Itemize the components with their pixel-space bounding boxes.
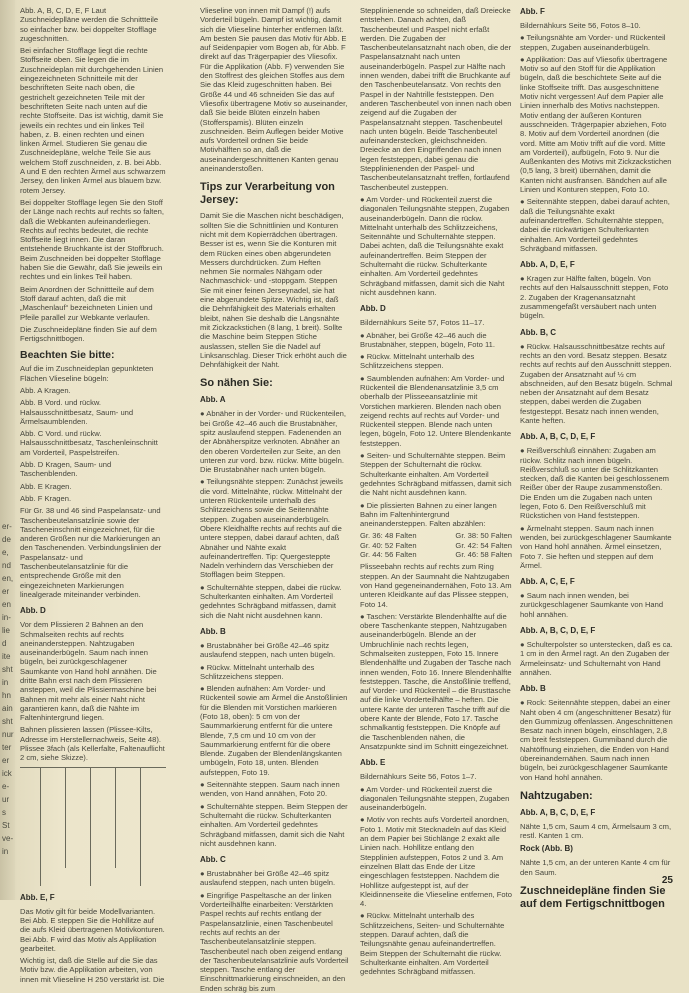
col3-p9: Plisseebahn rechts auf rechts zum Ring steppen. An der Saumnaht die Nahtzugaben von Hand gegeneinandernähen, Foto 13. Am unteren Kleidkante auf das Plissee steppen, Foto 14. [360, 562, 512, 609]
col2-p6: ● Brustabnäher bei Größe 42–46 spitz auslaufend steppen, nach unten bügeln. [200, 640, 336, 660]
heading-abb-a: Abb. A [200, 395, 226, 405]
col1-p7: Für Gr. 38 und 46 sind Paspelansatz- und Taschenbeutelansatzlinie sowie der Tascheneinschnitt eingezeichnet, für die anderen Größen nur die Markierungen an den Taschenenden. Verbindungslinien der Paspelansatz- und Taschenbeutelansatzlinie für die entsprechende Größe mit den eingezeichneten Markierungen linealgerade miteinander verbinden. [20, 506, 162, 599]
col3-p13: ● Motiv von rechts aufs Vorderteil anordnen, Foto 1. Motiv mit Stecknadeln auf das Kleid an dem Papier bei Stichlänge 2 exakt alle Linien nach. Hohllitze entlang den Stepplinien aufsteppen, Fotos 2 und 3. Am einzelnen Blatt das Ende der Litze eingeschlagen feststeppen. Nachdem die Hohllitze aufgesteppt ist, auf der Kleidinnenseite die Vlieseline entfernen, Foto 4. [360, 815, 512, 909]
heading-abb-all-3: Abb. A, B, C, D, E, F [520, 807, 596, 817]
col3-p1: Stepplinienende so schneiden, daß Dreiecke entstehen. Danach achten, daß Taschenbeutel und Paspel nicht erfaßt werden. Die Zugaben der Taschenbeutelansatznaht nach oben, die der Paspelansatznaht nach unten auseinanderbügeln. Paspel zur Hälfte nach innen wenden, dabei trifft die Bruchkante auf den Taschenbeutelansatz. Von rechts den Paspel in der Nahtrille feststeppen. Den anderen Taschenbeutel von innen nach oben zeigend auf die Zugaben der Paspelansatznaht steppen. Taschenbeutel nach unten bügeln. Beide Taschenbeutel aufeinanderstecken, gleichschneiden. Dreiecke an den Eingriffenden nach innen legen feststeppen, dabei genau die Stepplinienenden der Paspel- und Taschenbeutelansatznaht treffen, fortlaufend Taschenbeutel zusteppen. [360, 6, 512, 192]
col3-p5: ● Rückw. Mittelnaht unterhalb des Schlitzzeichens steppen. [360, 352, 475, 371]
col3-p3: Bildernähkurs Seite 57, Fotos 11–17. [360, 318, 485, 328]
col1-item-4: Abb. D Kragen, Saum- und Taschenblenden. [20, 460, 112, 479]
col4-p10: ● Schulterpolster so unterstecken, daß es ca. 1 cm in den Ärmel ragt. An den Zugaben der Ärmeleinsatz- und Schulternaht von Hand annähen. [520, 640, 673, 677]
gutter-fragment: ick [2, 769, 12, 778]
pleat-count-cell: Gr. 46: 58 Falten [455, 550, 512, 560]
gutter-fragment: er [2, 756, 10, 765]
col1-item-6: Abb. F Kragen. [20, 493, 72, 503]
gutter-fragment: St [2, 821, 10, 830]
gutter-fragment: ain [2, 704, 13, 713]
col1-item-1: Abb. A Kragen. [20, 385, 71, 395]
col4-p5: ● Kragen zur Hälfte falten, bügeln. Von rechts auf den Halsausschnitt steppen, Foto 2. Zugaben der Kragenansatznaht zusammengefaßt versäubert nach unten bügeln. [520, 274, 669, 321]
heading-abb-d: Abb. D [20, 606, 46, 616]
col3-p4: ● Abnäher, bei Größe 42–46 auch die Brustabnäher, steppen, bügeln, Foto 11. [360, 330, 495, 349]
col2-p2: Damit Sie die Maschen nicht beschädigen, sollten Sie die Schnittlinien und Konturen nicht mit dem Kopierrädchen übertragen. Besser ist es, wenn Sie die Konturen mit dem Rücken eines oben abgerundeten Messers durchdrücken. Zum Heften nehmen Sie normales Nähgarn oder Nachmaschick- und -stoppgam. Steppen Sie mit einer feinen Jerseynadel, sie hat eine abgerundete Spitze. Wichtig ist, daß die Dehnfähigkeit des Materials erhalten bleibt, nähen Sie deshalb die Längsnähte mit Zickzackstichen (8 lang, 1 breit). Sollte die Maschine beim Steppen Stiche auslassen, stellen Sie die Nadel auf Linksanschlag. Dieser Trick erhöht auch die Dehnfähigkeit der Naht. [200, 211, 347, 370]
heading-tips-jersey: Tips zur Verarbeitung von Jersey: [200, 181, 335, 207]
col4-p7: ● Reißverschluß einnähen: Zugaben am rückw. Schlitz nach innen bügeln. Reißverschluß so unter die Schlitzkanten stecken, daß die Kanten bei geschlossenem Reißer über der Raupe zusammenstoßen. Die Enden um die Zugaben nach unten legen, Foto 6. Den Reißverschluß mit Rückstichen von Hand feststeppen. [520, 446, 670, 521]
heading-abb-b-rock: Abb. B [520, 684, 546, 694]
col3-p6: ● Saumblenden aufnähen: Am Vorder- und Rückenteil die Blendenansatzlinie 3,5 cm oberhalb der Plisseeansatzlinie mit Vorstichen markieren. Blenden nach oben zeigend rechts auf rechts auf Vorder- und Rückenteil steppen. Blende nach unten legen, bügeln, Foto 12. Untere Blendenkante feststeppen. [360, 373, 512, 448]
gutter-fragment: ur [2, 795, 10, 804]
col3-p10: ● Taschen: Verstärkte Blendenhälfte auf die obere Taschenkante steppen, Nahtzugaben auseinanderbügeln. Blende an der Umbruchlinie nach rechts legen, Schmalseiten zusteppen, Foto 15. Innere Blendenhälfte und Zugaben der Tasche nach innen wenden, Foto 16. Innere Blendenhälfte feststeppen. Tasche, die Anstoßlinie treffend, auf Vorder- und Rückenteil – die Brusttasche auf die linke Vorderteilhälfte – heften. Die untere Kante der unteren Tasche trifft auf die obere Kante der Blende, Foto 17. Tasche schmalkantig feststeppen. Die Knöpfe auf die Taschenblenden nähen, die Ansatzpunkte sind im Schnitt eingezeichnet. [360, 611, 512, 751]
gutter-fragment: e, [2, 548, 9, 557]
gutter-fragment: sht [2, 717, 13, 726]
gutter-fragment: nur [2, 730, 14, 739]
pleat-count-cell: Gr. 38: 50 Falten [455, 531, 512, 541]
pleat-count-table [360, 531, 512, 559]
col2-p7: ● Rückw. Mittelnaht unterhalb des Schlitzzeichens steppen. [200, 662, 315, 681]
col3-p12: ● Am Vorder- und Rückenteil zuerst die diagonalen Teilungsnähte steppen, Zugaben auseinanderbügeln. [360, 784, 510, 813]
gutter-fragment: de [2, 535, 11, 544]
gutter-fragment: hn [2, 691, 11, 700]
gutter-fragment: d [2, 639, 7, 648]
heading-abb-adef: Abb. A, D, E, F [520, 260, 575, 270]
heading-zuschneideplaene: Zuschneidepläne finden Sie auf dem Fertigschnittbogen [520, 885, 666, 911]
col4-p13: Nähte 1,5 cm, an der unteren Kante 4 cm für den Saum. [520, 858, 671, 877]
col1-p9: Bahnen plissieren lassen (Plissee-Kilts, Adresse im Herstellernachweis, Seite 48). Plissee 3fach (als Kellerfalte, Faltenauflicht 2 cm, siehe Skizze). [20, 725, 165, 763]
col4-p12: Nähte 1,5 cm, Saum 4 cm, Ärmelsaum 3 cm, restl. Kanten 1 cm. [520, 821, 672, 841]
heading-beachten: Beachten Sie bitte: [20, 349, 115, 362]
page-number: 25 [661, 875, 673, 886]
heading-rock: Rock (Abb. B) [520, 844, 573, 854]
heading-nahtzugaben: Nahtzugaben: [520, 789, 593, 802]
pleat-count-cell: Gr. 36: 48 Falten [360, 531, 417, 541]
column-2 [200, 6, 350, 993]
gutter-fragment: ite [2, 652, 11, 661]
col3-p2: ● Am Vorder- und Rückenteil zuerst die diagonalen Teilungsnähte steppen, Zugaben auseinanderbügeln. Dann die rückw. Mittelnaht unterhalb des Schlitzzeichens, Seitennähte und Schulternähte steppen. Dabei achten, daß die Teilungsnähte exakt aufeinandertreffen. Beim Steppen der Schulternaht die rückw. Schulterkante einhalten. Am Vorderteil gedehntes Schrägband mitfassen, damit sich die Naht nicht ausdehnen kann. [360, 194, 510, 297]
column-1 [20, 6, 166, 984]
gutter-fragment: in [2, 678, 9, 687]
col3-p14: ● Rückw. Mittelnaht unterhalb des Schlitzzeichens, Seiten- und Schulternähte steppen. Darauf achten, daß die Teilungsnähte genau aufeinandertreffen. Beim Steppen der Schulternaht die rückw. Schulterkante einhalten. Am Vorderteil gedehntes Schrägband mitfassen. [360, 911, 505, 977]
heading-abb-f: Abb. F [520, 7, 545, 16]
pleat-count-cell: Gr. 40: 52 Falten [360, 540, 417, 550]
gutter-fragment: sht [2, 665, 13, 674]
heading-abb-d-2: Abb. D [360, 304, 386, 314]
binding-gutter [0, 0, 15, 900]
gutter-fragment: er [2, 587, 10, 596]
heading-abb-acef: Abb. A, C, E, F [520, 577, 575, 587]
col1-p4: Beim Anordnen der Schnittteile auf dem Stoff darauf achten, daß die mit „Maschenlauf“ bezeichneten Linien und Pfeile parallel zur Webkante verlaufen. [20, 284, 154, 322]
heading-abb-all-2: Abb. A, B, C, D, E, F [520, 626, 596, 636]
col4-p8: ● Ärmelnaht steppen. Saum nach innen wenden, bei zurückgeschlagener Saumkante von Hand hohl annähen. Ärmel einsetzen, Foto 7. Sie heften und steppen auf dem Ärmel. [520, 523, 672, 570]
col4-p9: ● Saum nach innen wenden, bei zurückgeschlagener Saumkante von Hand hohl annähen. [520, 591, 664, 619]
gutter-fragment: in [2, 847, 9, 856]
col1-p3: Bei doppelter Stofflage legen Sie den Stoff der Länge nach rechts auf rechts so falten, daß die Webkanten aufeinanderliegen. Rechts auf rechts bedeutet, die rechte Stoffseite liegt innen. Die daran entstehende Bruchkante ist der Stoffbruch. Beim Zuschneiden bei doppelter Stofflage haben Sie die Gewähr, daß Sie jeweils ein rechtes und ein linkes Teil haben. [20, 197, 164, 282]
col1-p11: Wichtig ist, daß die Stelle auf die Sie das Motiv bzw. die Applikation arbeiten, von innen mit Vlieseline H 250 verstärkt ist. Die [20, 956, 165, 984]
col2-p9: ● Seitennähte steppen. Saum nach innen wenden, von Hand annähen, Foto 20. [200, 780, 340, 799]
gutter-fragment: ter [2, 743, 12, 752]
heading-so-naehen-sie: So nähen Sie: [200, 377, 273, 390]
col1-p6: Auf die im Zuschneideplan gepunkteten Flächen Vlieseline bügeln: [20, 364, 154, 383]
col1-p2: Bei einfacher Stofflage liegt die rechte Stoffseite oben. Sie legen die im Zuschneideplan mit durchgehenden Linien eingezeichneten Schnitteile mit der beschrifteten Seite nach oben, die gestrichelt gezeichneten Teile mit der beschrifteten Seite nach unten auf die rechte Stoffseite. Das ist wichtig, damit Sie jeweils ein rechtes und ein linkes Teil haben, z. B. einen rechten und einen linken Ärmel. Studieren Sie genau die Zuschneidepläne, welche Teile Sie aus welchem Stoff zuschneiden, z. B. bei Abb. A und E den rechten Ärmel aus schwarzem Jersey, den linken Ärmel aus blauem bzw. rotem Jersey. [20, 46, 166, 195]
col2-p11: ● Brustabnäher bei Größe 42–46 spitz auslaufend steppen, nach unten bügeln. [200, 869, 336, 888]
gutter-fragment: nd [2, 561, 11, 570]
gutter-fragment: ve- [2, 834, 14, 843]
col1-item-2: Abb. B Vord. und rückw. Halsausschnittbesatz, Saum- und Ärmelsaumblenden. [20, 398, 134, 426]
col1-p10: Das Motiv gilt für beide Modellvarianten. Bei Abb. E steppen Sie die Hohllitze auf die aufs Kleid übertragenen Motivkonturen. Bei Abb. F wird das Motiv als Applikation gearbeitet. [20, 906, 165, 953]
pleat-sketch [20, 767, 166, 886]
gutter-fragment: en [2, 600, 11, 609]
pleat-count-cell: Gr. 44: 56 Falten [360, 550, 417, 560]
heading-abb-c: Abb. C [200, 855, 226, 865]
col3-p7: ● Seiten- und Schulternähte steppen. Beim Steppen der Schulternaht die rückw. Schulterkante einhalten. Am Vorderteil gedehntes Schrägband mitfassen, damit sich die Naht nicht ausdehnen kann. [360, 451, 512, 498]
col2-p12: ● Eingrifige Paspeltasche an der linken Vorderteilhälfte einarbeiten: Verstärkten Paspel rechts auf rechts entlang der Paspelansatzlinie, einen Taschenbeutel rechts auf rechts an der Taschenbeutelansatzlinie steppen. Taschenbeutel nach oben zeigend entlang der Taschenbeutelansatzlinie aufs Vorderteil steppen. Tasche entlang der Einschnittmarkierung einschneiden, an den Enden schräg bis zum [200, 890, 349, 993]
col1-item-3: Abb. C Vord. und rückw. Halsausschnittbesatz, Taschenleinschnitt am Vorderteil, Paspelstreifen. [20, 429, 158, 457]
col2-p4: ● Teilungsnähte steppen: Zunächst jeweils die vord. Mittelnähte, rückw. Mittelnaht der unteren Rückenteile unterhalb des Schlitzzeichens sowie die Seitennähte steppen. Zugaben auseinanderbügeln. Obere Kleidhälfte rechts auf rechts auf die untere steppen, dabei darauf achten, daß Abnäher und Nähte exakt aufeinandertreffen. Tip: Quergesteppte Nadeln verhindern das Verschieben der Stofflagen beim Steppen. [200, 477, 343, 580]
heading-abb-all: Abb. A, B, C, D, E, F [520, 432, 596, 442]
col4-p2: ● Teilungsnähte am Vorder- und Rückenteil steppen, Zugaben auseinanderbügeln. [520, 33, 666, 52]
col1-item-5: Abb. E Kragen. [20, 481, 72, 491]
heading-abb-ef: Abb. E, F [20, 892, 55, 902]
gutter-fragment: e- [2, 782, 10, 791]
col1-p8: Vor dem Plissieren 2 Bahnen an den Schmalseiten rechts auf rechts aneinandersteppen. Nahtzugaben auseinanderbügeln. Saum nach innen bügeln, bei zurückgeschlagener Saumkante von Hand hohl annähen. Die dritte Bahn erst nach dem Plissieren ansteppen, weil die Plissiermaschine bei Bahnen mit mehr als einer Naht nicht garantieren kann, daß die Nähte im Faltenhintergrund liegen. [20, 620, 157, 723]
col2-p5: ● Schulternähte steppen, dabei die rückw. Schulterkanten einhalten. Am Vorderteil gedehntes Schrägband mitfassen, damit sich die Naht nicht ausdehnen kann. [200, 582, 342, 620]
gutter-fragment: s [2, 808, 6, 817]
col4-p3: ● Applikation: Das auf Vliesofix übertragene Motiv so auf den Stoff für die Applikation bügeln, daß die beschichtete Seite auf die linke Stoffseite trifft. Das ausgeschnittene Motiv nicht vergessen! Auf dem Papier alle Linien innerhalb des Motivs nachsteppen. Motiv entlang der äußeren Konturen ausschneiden. Trägerpapier abziehen, Foto 8. Motiv auf dem Vorderteil anordnen (die vord. Mitte am Motiv trifft auf die vord. Mitte am Vorderteil), aufbügeln, Foto 9. Nur die Außenkanten des Motivs mit Zickzackstichen (0,5 lang, 3 breit) übernähen, damit die Kanten nicht ausfransen. Bändchen auf alle Linien und Konturen steppen, Foto 10. [520, 54, 672, 195]
col2-p1: Vlieseline von innen mit Dampf (!) aufs Vorderteil bügeln. Dampf ist wichtig, damit sich die Vlieseline hinterher entfernen läßt. Am besten Sie pausen das Motiv für Abb. E auf Seidenpapier vom Bogen ab, für Abb. F direkt auf das Trägerpapier des Vliesofix. Für die Applikation (Abb. F) verwenden Sie den Stoffrest des gleichen Stoffes aus dem Sie das Kleid zugeschnitten haben. Bei Größe 44 und 46 schneiden Sie das auf Vliesofix übertragene Motiv so auseinander, daß Sie beide Blüten einzeln haben (Stofferspamis). Blüten einzeln zuschneiden. Beim Auflegen beider Motive aufs Vorderteil ordnen Sie beide Motivhälften so an, daß die auseinandergeschnittenen Kanten genau aneinanderstoßen. [200, 6, 348, 174]
gutter-fragment: in- [2, 613, 11, 622]
column-3 [360, 6, 512, 977]
col2-p10: ● Schulternähte steppen. Beim Steppen der Schulternaht die rückw. Schulterkanten einhalten. Am Vorderteil gedehntes Schrägband mitfassen, damit sich die Naht nicht ausdehnen kann. [200, 801, 348, 848]
col2-p3: ● Abnäher in der Vorder- und Rückenteilen, bei Größe 42–46 auch die Brustabnäher, spitz auslaufend steppen. Fadenenden an der Abnäherspitze verknoten. Abnäher an den oberen Vorderteilen zur Seite, an den unteren zur vord. bzw. rückw. Mitte bügeln. Die Brustabnäher nach unten bügeln. [200, 409, 347, 475]
col4-p11: ● Rock: Seitennähte steppen, dabei an einer Naht oben 4 cm (angeschnittener Besatz) für den Gummizug offenlassen. Angeschnittenen Besatz nach innen bügeln, einschlagen, 2,8 cm breit feststeppen. Gummiband durch die Nahtöffnung einziehen, die Enden von Hand übereinandernähen. Saum nach innen bügeln, bei zurückgeschlagener Saumkante von Hand hohl annähen. [520, 698, 673, 782]
heading-abb-e: Abb. E [360, 758, 386, 768]
heading-abb-b: Abb. B [200, 626, 226, 636]
heading-abb-bc: Abb. B, C [520, 327, 556, 337]
col4-p1: Bildernähkurs Seite 56, Fotos 8–10. [520, 21, 641, 30]
col3-p11: Bildernähkurs Seite 56, Fotos 1–7. [360, 772, 477, 782]
gutter-fragment: lie [2, 626, 11, 635]
col1-p5: Die Zuschneidepläne finden Sie auf dem Fertigschnittbogen. [20, 324, 157, 344]
col3-p8: ● Die plissierten Bahnen zu einer langen Bahn im Faltenhintergrund aneinandersteppen. Falten abzählen: [360, 500, 497, 529]
gutter-fragment: en, [2, 574, 14, 583]
pleat-count-cell: Gr. 42: 54 Falten [455, 540, 512, 550]
gutter-fragment: er- [2, 522, 12, 531]
col4-p6: ● Rückw. Halsausschnittbesätze rechts auf rechts an den vord. Besatz steppen. Besatz rechts auf rechts auf den Ausschnitt steppen. Zugaben der Ansatznaht auf ½ cm abschneiden, auf den Besatz bügeln. Schmal neben der Ansatznaht auf dem Besatz steppen, dabei werden die Zugaben festgesteppt. Besatz nach innen wenden, Kante heften. [520, 341, 673, 425]
col1-p1: Abb. A, B, C, D, E, F Laut Zuschneideplläne werden die Schnittteile so einfacher bzw. bei doppelter Stofflage zugeschnitten. [20, 6, 159, 43]
col4-p4: ● Seitennähte steppen, dabei darauf achten, daß die Teilungsnähte exakt aufeinandertreffen. Schulternähte steppen, dabei die rückwärtigen Schulterkanten einhalten. Am Vorderteil gedehntes Schrägband mitfassen. [520, 197, 670, 253]
col2-p8: ● Blenden aufnähen: Am Vorder- und Rückenteil sowie am Ärmel die Anstoßlinien für die Blenden mit Vorstichen markieren (Foto 18, oben): 5 cm von der Saummarkierung entfernt für die untere Blende, 7,5 cm und 10 cm von der Saummarkierung entfernt für die obere Blende. Zugaben der Blendenlängskanten umbügeln, Foto 18, unten. Blenden aufsteppen, Foto 19. [200, 684, 348, 777]
